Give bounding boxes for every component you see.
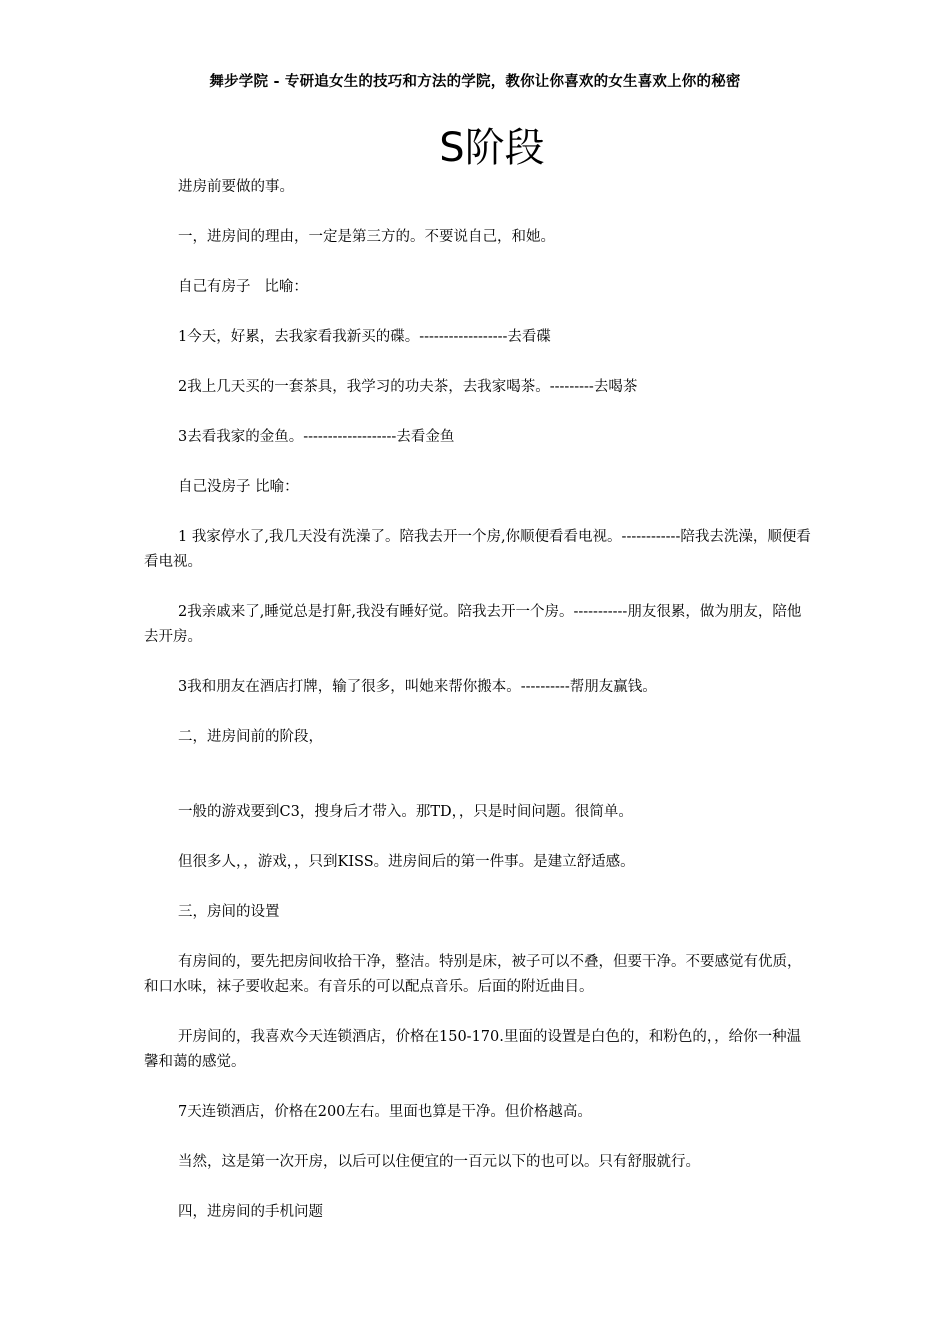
- paragraph: 自己有房子 比喻：: [178, 279, 308, 295]
- paragraph: 有房间的，要先把房间收拾干净，整洁。特别是床，被子可以不叠，但要干净。不要感觉有优质，和口水味，袜子要收起来。有音乐的可以配点音乐。后面的附近曲目。: [144, 954, 802, 995]
- paragraph: 2我亲戚来了,睡觉总是打鼾,我没有睡好觉。陪我去开一个房。-----------朋友很累，做为朋友，陪他去开房。: [144, 604, 802, 645]
- section-heading: 四，进房间的手机问题: [178, 1204, 323, 1220]
- site-banner: 舞步学院 - 专研追女生的技巧和方法的学院，教你让你喜欢的女生喜欢上你的秘密: [209, 74, 741, 90]
- paragraph: 3我和朋友在酒店打牌，输了很多，叫她来帮你搬本。----------帮朋友赢钱。: [178, 679, 657, 695]
- paragraph: 1今天，好累，去我家看我新买的碟。------------------去看碟: [178, 329, 551, 345]
- paragraph: 自己没房子 比喻：: [178, 479, 299, 495]
- paragraph: 7天连锁酒店，价格在200左右。里面也算是干净。但价格越高。: [178, 1104, 592, 1120]
- section-heading: 二，进房间前的阶段，: [178, 729, 323, 745]
- section-heading: 三，房间的设置: [178, 904, 280, 920]
- page-title: S阶段: [439, 125, 545, 171]
- paragraph: 2我上几天买的一套茶具，我学习的功夫茶，去我家喝茶。---------去喝茶: [178, 379, 638, 395]
- paragraph: 但很多人，，游戏，，只到KISS。进房间后的第一件事。是建立舒适感。: [178, 854, 635, 870]
- paragraph: 进房前要做的事。: [178, 179, 294, 195]
- blank-line: [144, 775, 812, 800]
- paragraph: 开房间的，我喜欢今天连锁酒店，价格在150-170.里面的设置是白色的，和粉色的，，给你一种温馨和蔼的感觉。: [144, 1029, 802, 1070]
- paragraph: 一，进房间的理由，一定是第三方的。不要说自己，和她。: [178, 229, 555, 245]
- document-body: [144, 175, 812, 1250]
- paragraph: 3去看我家的金鱼。-------------------去看金鱼: [178, 429, 455, 445]
- paragraph: 当然，这是第一次开房，以后可以住便宜的一百元以下的也可以。只有舒服就行。: [178, 1154, 700, 1170]
- paragraph: 一般的游戏要到C3，搜身后才带入。那TD，，只是时间问题。很简单。: [178, 804, 633, 820]
- paragraph: 1 我家停水了,我几天没有洗澡了。陪我去开一个房,你顺便看看电视。------------陪我去洗澡，顺便看看电视。: [144, 529, 811, 570]
